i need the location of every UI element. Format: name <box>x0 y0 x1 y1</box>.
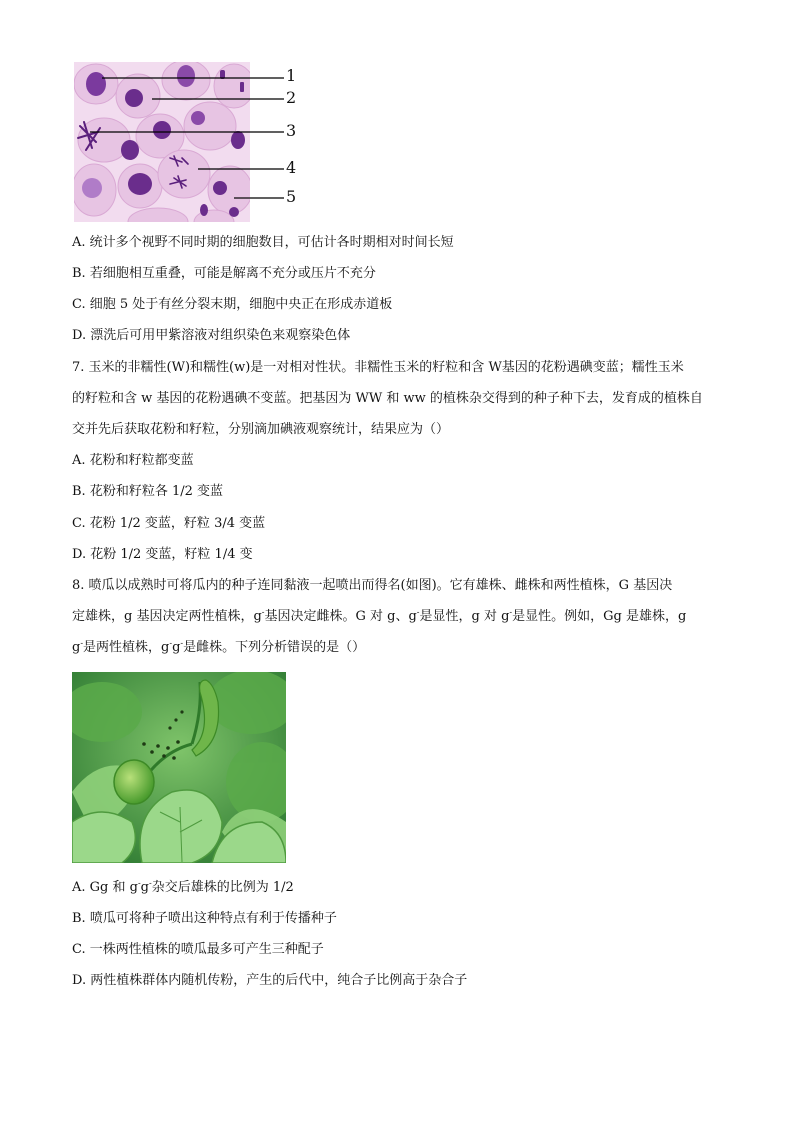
callout-1: 1 <box>286 66 297 85</box>
q7-stem-line-1: 7. 玉米的非糯性(W)和糯性(w)是一对相对性状。非糯性玉米的籽粒和含 W基因的花粉遇碘变蓝；糯性玉米 <box>72 360 684 375</box>
squirting-cucumber-illustration <box>72 672 286 863</box>
q7-option-c: C. 花粉 1/2 变蓝，籽粒 3/4 变蓝 <box>72 516 266 531</box>
q8-option-d: D. 两性植株群体内随机传粉，产生的后代中，纯合子比例高于杂合子 <box>72 973 468 988</box>
micrograph-callouts <box>250 62 310 222</box>
q7-option-b: B. 花粉和籽粒各 1/2 变蓝 <box>72 484 224 499</box>
q8-stem-line-1: 8. 喷瓜以成熟时可将瓜内的种子连同黏液一起喷出而得名(如图)。它有雄株、雌株和两性植株，G 基因决 <box>72 578 673 593</box>
q7-stem-line-2: 的籽粒和含 w 基因的花粉遇碘不变蓝。把基因为 WW 和 ww 的植株杂交得到的种子种下去，发育成的植株自 <box>72 391 703 406</box>
q6-option-d: D. 漂洗后可用甲紫溶液对组织染色来观察染色体 <box>72 328 351 343</box>
micrograph-image <box>74 62 250 222</box>
q8-option-b: B. 喷瓜可将种子喷出这种特点有利于传播种子 <box>72 911 337 926</box>
q6-option-c: C. 细胞 5 处于有丝分裂末期，细胞中央正在形成赤道板 <box>72 297 393 312</box>
callout-lines <box>250 62 290 222</box>
q7-option-a: A. 花粉和籽粒都变蓝 <box>72 453 194 468</box>
callout-4: 4 <box>286 158 297 177</box>
q6-option-a: A. 统计多个视野不同时期的细胞数目，可估计各时期相对时间长短 <box>72 235 454 250</box>
q7-option-d: D. 花粉 1/2 变蓝，籽粒 1/4 变 <box>72 547 253 562</box>
callout-5: 5 <box>286 187 297 206</box>
callout-2: 2 <box>286 88 297 107</box>
q8-stem-line-2: 定雄株，g 基因决定两性植株，g-基因决定雌株。G 对 g、g-是显性，g 对 g-是显性。例如，Gg 是雄株，g <box>72 607 687 624</box>
q8-option-a: A. Gg 和 g-g-杂交后雄株的比例为 1/2 <box>72 878 294 895</box>
q8-option-c: C. 一株两性植株的喷瓜最多可产生三种配子 <box>72 942 324 957</box>
q8-stem-line-3: g-是两性植株，g-g-是雌株。下列分析错误的是（） <box>72 638 366 655</box>
cucumber-image <box>72 672 286 863</box>
q7-stem-line-3: 交并先后获取花粉和籽粒，分别滴加碘液观察统计，结果应为（） <box>72 422 450 437</box>
mitosis-micrograph <box>74 62 250 222</box>
q6-option-b: B. 若细胞相互重叠，可能是解离不充分或压片不充分 <box>72 266 376 281</box>
callout-3: 3 <box>286 121 297 140</box>
